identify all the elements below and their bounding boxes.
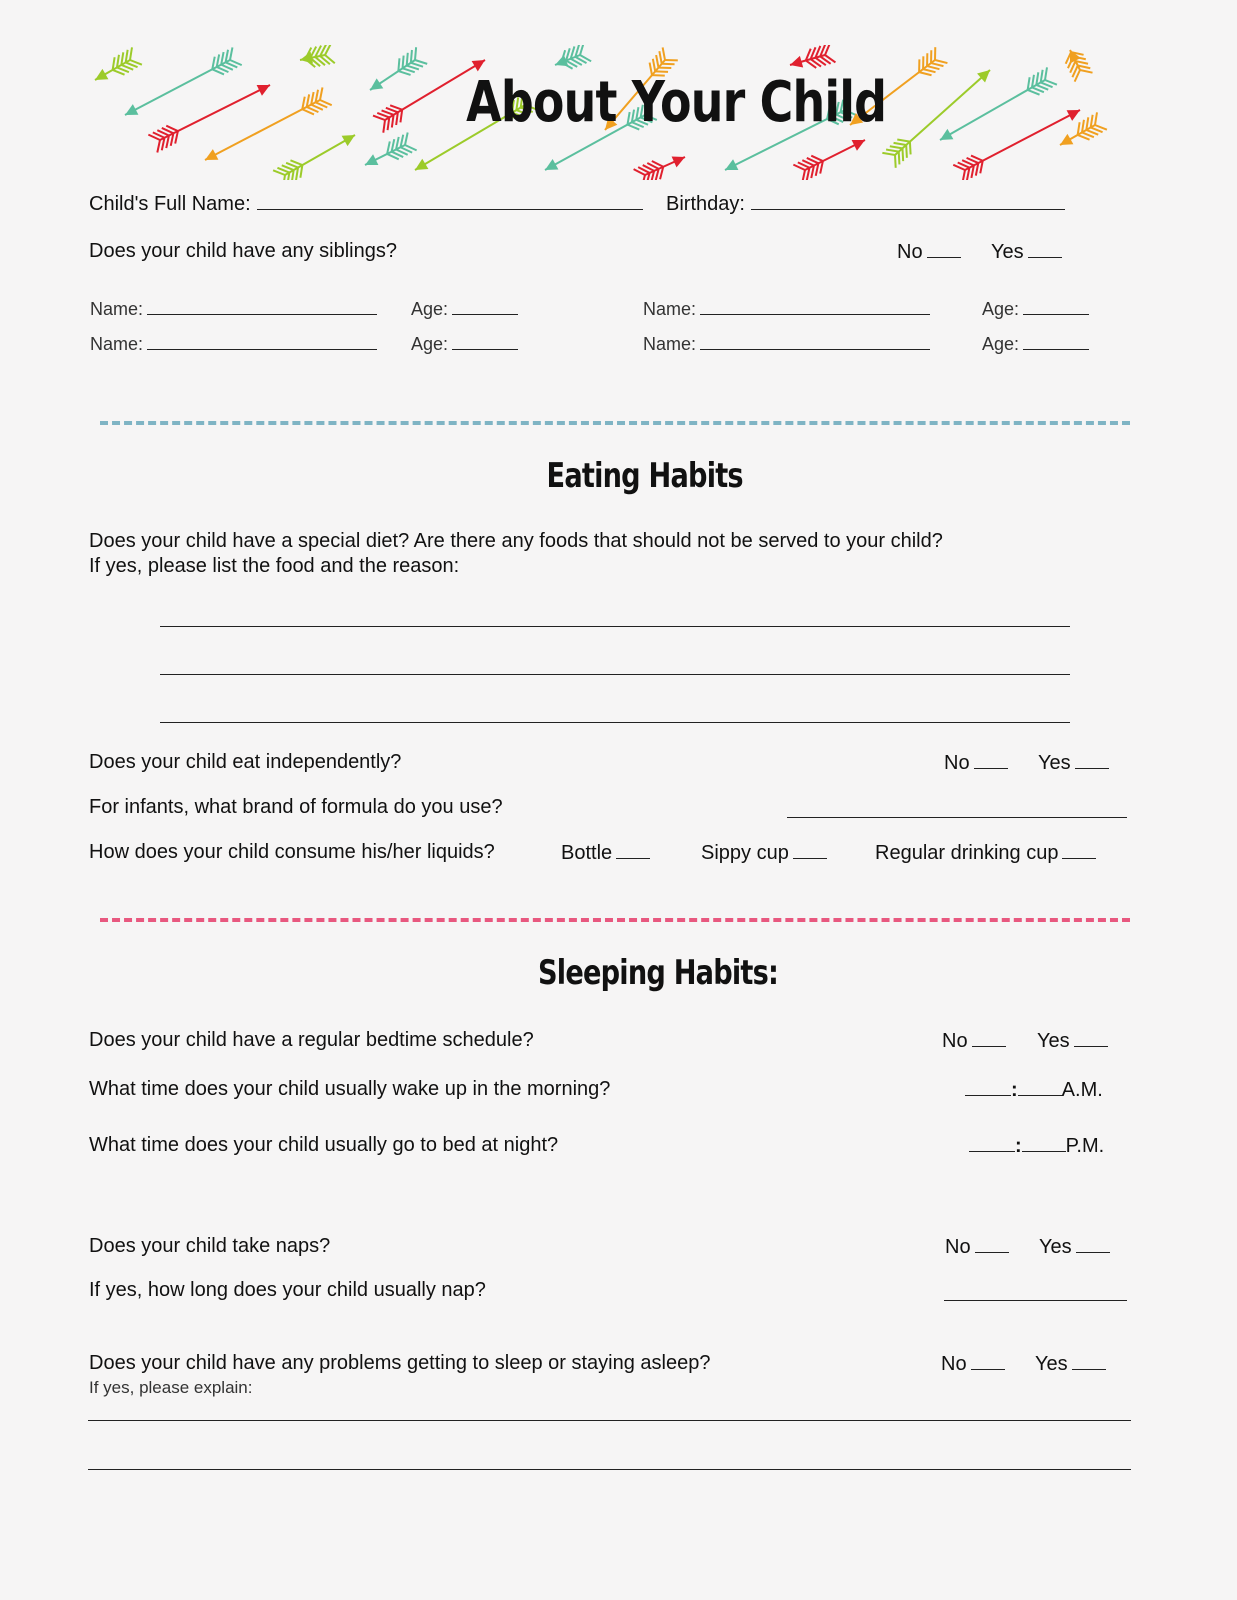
arrow-icon [300, 45, 335, 67]
explain-answer-line[interactable] [88, 1469, 1131, 1470]
liquids-question: How does your child consume his/her liquids? [89, 841, 495, 863]
age-label: Age: [982, 334, 1020, 354]
eat-no-option[interactable] [944, 750, 1008, 775]
arrow-icon [95, 47, 142, 80]
wake-time-question: What time does your child usually wake up in the morning? [89, 1078, 611, 1100]
formula-question: For infants, what brand of formula do you use? [89, 796, 503, 818]
arrow-icon [148, 85, 270, 153]
age-label: Age: [411, 299, 449, 319]
arrow-icon [940, 67, 1057, 140]
page-title: About Your Child [466, 70, 887, 135]
sibling-name-field[interactable] [90, 296, 377, 321]
diet-question: Does your child have a special diet? Are there any foods that should not be served to your child? [89, 530, 943, 552]
hour-blank[interactable] [969, 1133, 1015, 1152]
eating-habits-heading: Eating Habits [546, 456, 743, 496]
problems-yes-option[interactable] [1035, 1351, 1106, 1376]
nap-length-line[interactable] [944, 1300, 1127, 1301]
eat-independently-question: Does your child eat independently? [89, 751, 402, 773]
bed-time-field[interactable] [965, 1133, 1104, 1158]
diet-answer-line[interactable] [160, 722, 1070, 723]
full-name-label: Child's Full Name: [89, 193, 251, 215]
nap-length-question: If yes, how long does your child usually nap? [89, 1279, 486, 1301]
age-label: Age: [982, 299, 1020, 319]
full-name-field[interactable] [89, 191, 643, 216]
formula-answer-line[interactable] [787, 817, 1127, 818]
sleep-problems-question: Does your child have any problems getting to sleep or staying asleep? [89, 1352, 711, 1374]
option-label: Bottle [561, 842, 613, 864]
age-label: Age: [411, 334, 449, 354]
problems-no-option[interactable] [941, 1351, 1005, 1376]
arrow-icon [370, 47, 427, 90]
diet-answer-line[interactable] [160, 626, 1070, 627]
yes-label: Yes [991, 241, 1024, 263]
birthday-label: Birthday: [666, 193, 745, 215]
arrow-icon [1066, 50, 1093, 82]
section-divider-blue [100, 421, 1130, 425]
naps-no-option[interactable] [945, 1234, 1009, 1259]
bedtime-question: Does your child have a regular bedtime schedule? [89, 1029, 534, 1051]
yes-label: Yes [1035, 1353, 1068, 1375]
no-label: No [941, 1353, 967, 1375]
sibling-age-field[interactable] [411, 296, 518, 321]
arrow-icon [273, 135, 355, 180]
wake-time-field[interactable] [961, 1077, 1103, 1102]
minute-blank[interactable] [1022, 1133, 1066, 1152]
eat-yes-option[interactable] [1038, 750, 1109, 775]
name-label: Name: [90, 334, 144, 354]
diet-followup: If yes, please list the food and the reason: [89, 555, 460, 577]
diet-answer-line[interactable] [160, 674, 1070, 675]
option-label: Regular drinking cup [875, 842, 1059, 864]
no-label: No [897, 241, 923, 263]
sibling-age-field[interactable] [982, 331, 1089, 356]
regular-cup-option[interactable] [875, 840, 1096, 865]
arrow-icon [793, 140, 865, 180]
bedtime-no-option[interactable] [942, 1028, 1006, 1053]
arrow-icon [365, 132, 417, 165]
birthday-field[interactable] [666, 191, 1065, 216]
no-label: No [944, 752, 970, 774]
sleep-problems-followup: If yes, please explain: [89, 1378, 253, 1397]
arrow-icon [205, 87, 332, 160]
arrow-icon [634, 156, 685, 180]
naps-yes-option[interactable] [1039, 1234, 1110, 1259]
siblings-no-option[interactable] [897, 239, 961, 264]
arrow-icon [555, 45, 591, 69]
siblings-question: Does your child have any siblings? [89, 240, 397, 262]
bedtime-yes-option[interactable] [1037, 1028, 1108, 1053]
name-label: Name: [643, 334, 697, 354]
arrow-icon [125, 47, 242, 115]
name-label: Name: [643, 299, 697, 319]
yes-label: Yes [1038, 752, 1071, 774]
section-divider-pink [100, 918, 1130, 922]
explain-answer-line[interactable] [88, 1420, 1131, 1421]
arrow-icon [790, 45, 835, 68]
sibling-name-field[interactable] [643, 296, 930, 321]
sibling-name-field[interactable] [90, 331, 377, 356]
arrow-icon [882, 70, 990, 168]
time-separator: : [1011, 1079, 1018, 1101]
no-label: No [945, 1236, 971, 1258]
minute-blank[interactable] [1018, 1077, 1062, 1096]
yes-label: Yes [1039, 1236, 1072, 1258]
siblings-yes-option[interactable] [991, 239, 1062, 264]
bottle-option[interactable] [561, 840, 650, 865]
option-label: Sippy cup [701, 842, 789, 864]
bed-time-question: What time does your child usually go to bed at night? [89, 1134, 559, 1156]
am-label: A.M. [1061, 1079, 1103, 1101]
sippy-cup-option[interactable] [701, 840, 827, 865]
time-separator: : [1015, 1135, 1022, 1157]
name-label: Name: [90, 299, 144, 319]
sibling-age-field[interactable] [411, 331, 518, 356]
no-label: No [942, 1030, 968, 1052]
sleeping-habits-heading: Sleeping Habits: [538, 953, 779, 993]
naps-question: Does your child take naps? [89, 1235, 331, 1257]
sibling-name-field[interactable] [643, 331, 930, 356]
pm-label: P.M. [1065, 1135, 1105, 1157]
sibling-age-field[interactable] [982, 296, 1089, 321]
hour-blank[interactable] [965, 1077, 1011, 1096]
yes-label: Yes [1037, 1030, 1070, 1052]
